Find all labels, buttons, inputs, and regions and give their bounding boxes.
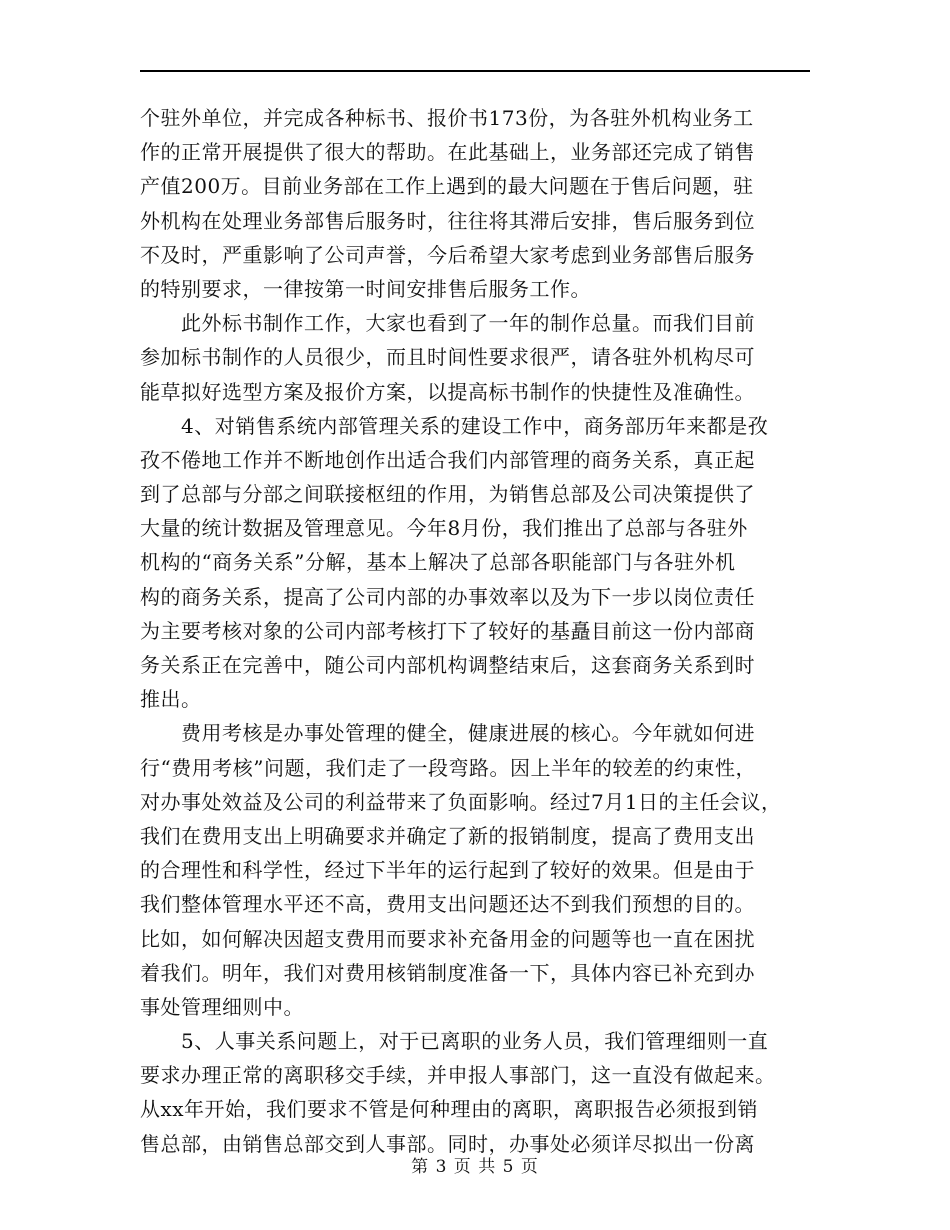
text-line: 对办事处效益及公司的利益带来了负面影响。经过7月1日的主任会议，	[140, 789, 782, 814]
text-line: 要求办理正常的离职移交手续，并申报人事部门，这一直没有做起来。	[140, 1063, 776, 1088]
text-line: 着我们。明年，我们对费用核销制度准备一下，具体内容已补充到办	[140, 960, 755, 985]
text-line: 参加标书制作的人员很少，而且时间性要求很严，请各驻外机构尽可	[140, 345, 755, 370]
text-line: 的合理性和科学性，经过下半年的运行起到了较好的效果。但是由于	[140, 858, 755, 883]
text-line: 推出。	[140, 687, 202, 712]
text-line: 为主要考核对象的公司内部考核打下了较好的基矗目前这一份内部商	[140, 618, 755, 643]
text-line: 事处管理细则中。	[140, 994, 304, 1019]
text-line: 产值200万。目前业务部在工作上遇到的最大问题在于售后问题，驻	[140, 174, 754, 199]
text-line: 此外标书制作工作，大家也看到了一年的制作总量。而我们目前	[140, 311, 755, 336]
text-line: 个驻外单位，并完成各种标书、报价书173份，为各驻外机构业务工	[140, 106, 754, 130]
text-line: 费用考核是办事处管理的健全，健康进展的核心。今年就如何进	[140, 721, 755, 746]
text-line: 作的正常开展提供了很大的帮助。在此基础上，业务部还完成了销售	[140, 140, 755, 165]
text-line: 比如，如何解决因超支费用而要求补充备用金的问题等也一直在困扰	[140, 926, 755, 951]
text-line: 能草拟好选型方案及报价方案，以提高标书制作的快捷性及准确性。	[140, 379, 755, 404]
text-line: 4、对销售系统内部管理关系的建设工作中，商务部历年来都是孜	[140, 413, 769, 438]
header-rule	[140, 70, 810, 72]
text-line: 售总部，由销售总部交到人事部。同时，办事处必须详尽拟出一份离	[140, 1131, 755, 1156]
text-line: 孜不倦地工作并不断地创作出适合我们内部管理的商务关系，真正起	[140, 447, 755, 472]
text-line: 从xx年开始，我们要求不管是何种理由的离职，离职报告必须报到销	[140, 1097, 759, 1122]
page-number-footer: 第 3 页 共 5 页	[411, 1157, 539, 1177]
document-body	[140, 101, 830, 1161]
text-line: 5、人事关系问题上，对于已离职的业务人员，我们管理细则一直	[140, 1029, 769, 1054]
text-line: 到了总部与分部之间联接枢纽的作用，为销售总部及公司决策提供了	[140, 482, 755, 507]
text-line: 我们在费用支出上明确要求并确定了新的报销制度，提高了费用支出	[140, 823, 755, 848]
text-line: 大量的统计数据及管理意见。今年8月份，我们推出了总部与各驻外	[140, 516, 748, 541]
text-line: 不及时，严重影响了公司声誉，今后希望大家考虑到业务部售后服务	[140, 242, 755, 267]
text-line: 构的商务关系，提高了公司内部的办事效率以及为下一步以岗位责任	[140, 584, 755, 609]
text-line: 行“费用考核”问题，我们走了一段弯路。因上半年的较差的约束性，	[140, 755, 756, 780]
text-line: 我们整体管理水平还不高，费用支出问题还达不到我们预想的目的。	[140, 892, 755, 917]
text-line: 务关系正在完善中，随公司内部机构调整结束后，这套商务关系到时	[140, 653, 755, 677]
text-line: 外机构在处理业务部售后服务时，往往将其滞后安排，售后服务到位	[140, 208, 755, 233]
text-line: 机构的“商务关系”分解，基本上解决了总部各职能部门与各驻外机	[140, 550, 736, 575]
text-line: 的特别要求，一律按第一时间安排售后服务工作。	[140, 276, 591, 301]
